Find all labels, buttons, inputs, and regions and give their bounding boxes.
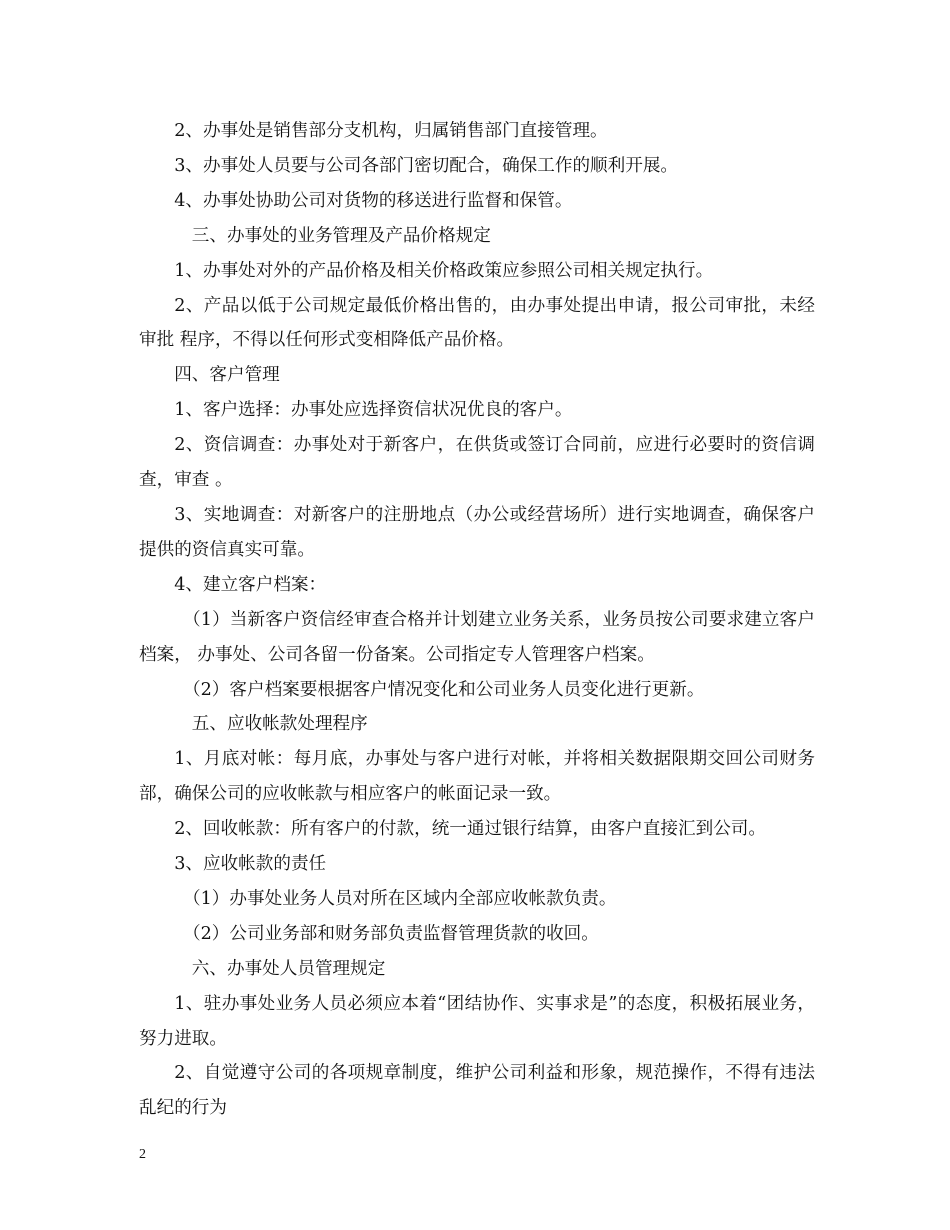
paragraph: 2、办事处是销售部分支机构，归属销售部门直接管理。 [174, 121, 608, 141]
paragraph: 2、资信调查：办事处对于新客户，在供货或签订合同前，应进行必要时的资信调查，审查 。 [139, 435, 815, 491]
paragraph: 3、实地调查：对新客户的注册地点（办公或经营场所）进行实地调查，确保客户提供的资信真实可靠。 [139, 504, 815, 560]
paragraph: 2、自觉遵守公司的各项规章制度，维护公司利益和形象，规范操作，不得有违法乱纪的行为 [139, 1063, 815, 1119]
section-heading: 三、办事处的业务管理及产品价格规定 [191, 225, 491, 246]
paragraph: 2、产品以低于公司规定最低价格出售的，由办事处提出申请，报公司审批，未经审批 程序，不得以任何形式变相降低产品价格。 [139, 295, 815, 351]
paragraph: 1、驻办事处业务人员必须应本着“团结协作、实事求是”的态度，积极拓展业务，努力进取。 [139, 993, 815, 1049]
section-heading: 五、应收帐款处理程序 [191, 714, 368, 735]
paragraph: 4、建立客户档案： [174, 574, 327, 595]
section-heading: 四、客户管理 [174, 365, 280, 386]
paragraph: 3、办事处人员要与公司各部门密切配合，确保工作的顺利开展。 [174, 155, 679, 176]
sub-paragraph: （1）办事处业务人员对所在区域内全部应收帐款负责。 [183, 888, 617, 909]
paragraph: 1、办事处对外的产品价格及相关价格政策应参照公司相关规定执行。 [174, 260, 714, 281]
sub-paragraph: （1）当新客户资信经审查合格并计划建立业务关系，业务员按公司要求建立客户档案， 办事处、公司各留一份备案。公司指定专人管理客户档案。 [139, 609, 815, 665]
document-body [139, 114, 815, 1126]
paragraph: 2、回收帐款：所有客户的付款，统一通过银行结算，由客户直接汇到公司。 [174, 819, 766, 840]
page-number: 2 [139, 1147, 146, 1162]
paragraph: 1、客户选择：办事处应选择资信状况优良的客户。 [174, 400, 573, 421]
paragraph: 4、办事处协助公司对货物的移送进行监督和保管。 [174, 190, 573, 211]
paragraph: 1、月底对帐：每月底，办事处与客户进行对帐，并将相关数据限期交回公司财务部，确保公司的应收帐款与相应客户的帐面记录一致。 [139, 749, 815, 805]
sub-paragraph: （2）客户档案要根据客户情况变化和公司业务人员变化进行更新。 [183, 679, 705, 700]
paragraph: 3、应收帐款的责任 [174, 854, 327, 875]
section-heading: 六、办事处人员管理规定 [191, 958, 386, 979]
sub-paragraph: （2）公司业务部和财务部负责监督管理货款的收回。 [183, 923, 599, 944]
